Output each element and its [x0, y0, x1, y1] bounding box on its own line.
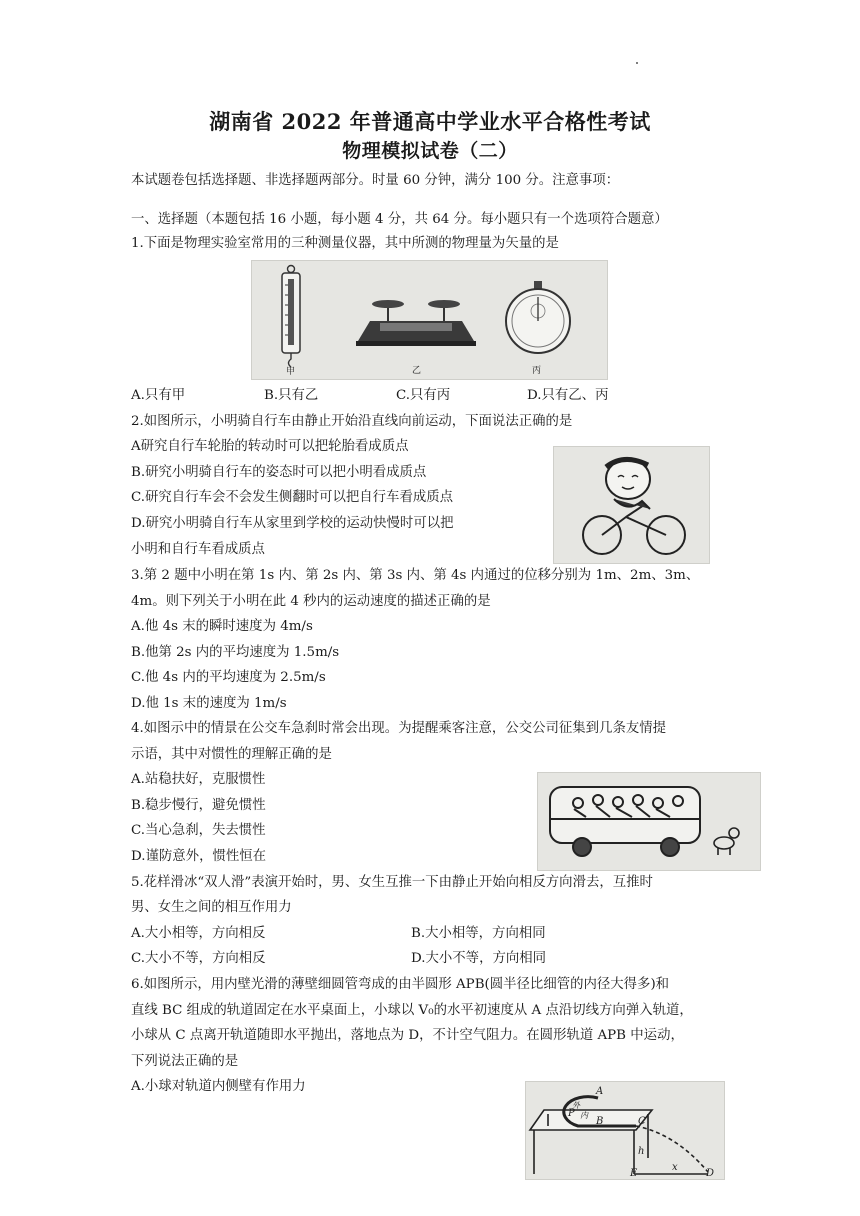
- figure-label-jia: 甲: [286, 367, 296, 377]
- label-b: B: [596, 1116, 604, 1127]
- q2-option-a: A研究自行车轮胎的转动时可以把轮胎看成质点: [131, 439, 409, 454]
- spring-scale-icon: [282, 266, 300, 368]
- bus-icon: [550, 787, 700, 856]
- q1-option-b: B.只有乙: [264, 388, 319, 403]
- q4-option-d: D.谨防意外，惯性恒在: [131, 849, 267, 864]
- exam-title: 湖南省 2022 年普通高中学业水平合格性考试: [209, 109, 651, 134]
- dog-icon: [714, 828, 739, 855]
- figure-label-bing: 丙: [532, 366, 542, 376]
- q4-option-b: B.稳步慢行，避免惯性: [131, 798, 266, 813]
- label-d: D: [706, 1168, 715, 1179]
- q6-option-a: A.小球对轨道内侧壁有作用力: [131, 1079, 306, 1094]
- q5-stem-line1: 5.花样滑冰“双人滑”表演开始时，男、女生互推一下由静止开始向相反方向滑去，互推时: [131, 875, 653, 890]
- q4-figure-bus: [537, 772, 761, 871]
- q4-stem-line2: 示语，其中对惯性的理解正确的是: [131, 747, 332, 762]
- figure-label-yi: 乙: [412, 366, 422, 376]
- label-a: A: [596, 1086, 604, 1097]
- q1-stem: 1.下面是物理实验室常用的三种测量仪器，其中所测的物理量为矢量的是: [131, 236, 559, 251]
- q6-stem-line2: 直线 BC 组成的轨道固定在水平桌面上，小球以 V₀的水平初速度从 A 点沿切线方向弹入轨道，: [131, 1003, 693, 1018]
- q1-option-a: A.只有甲: [131, 388, 186, 403]
- q5-option-b: B.大小相等，方向相同: [411, 926, 546, 941]
- q5-option-d: D.大小不等，方向相同: [411, 951, 547, 966]
- q3-stem-line2: 4m。则下列关于小明在此 4 秒内的运动速度的描述正确的是: [131, 594, 491, 609]
- q1-figure-instruments: [251, 260, 608, 380]
- q4-option-c: C.当心急刹，失去惯性: [131, 823, 266, 838]
- section-heading: 一、选择题（本题包括 16 小题，每小题 4 分，共 64 分。每小题只有一个选项符合题意）: [131, 212, 668, 227]
- label-inner: 内: [580, 1111, 588, 1120]
- q4-stem-line1: 4.如图示中的情景在公交车急刹时常会出现。为提醒乘客注意，公交公司征集到几条友情提: [131, 721, 667, 736]
- q6-stem-line1: 6.如图所示，用内壁光滑的薄壁细圆管弯成的由半圆形 APB(圆半径比细管的内径大得多)和: [131, 977, 670, 992]
- q6-figure-track: [525, 1081, 725, 1180]
- q2-option-b: B.研究小明骑自行车的姿态时可以把小明看成质点: [131, 465, 427, 480]
- q6-stem-line3: 小球从 C 点离开轨道随即水平抛出，落地点为 D，不计空气阻力。在圆形轨道 APB 中运动，: [131, 1028, 684, 1043]
- q3-option-a: A.他 4s 末的瞬时速度为 4m/s: [131, 619, 313, 634]
- q5-option-a: A.大小相等，方向相反: [131, 926, 266, 941]
- stopwatch-icon: [506, 281, 570, 353]
- q6-stem-line4: 下列说法正确的是: [131, 1054, 239, 1069]
- exam-subtitle: 物理模拟试卷（二）: [342, 140, 518, 162]
- balance-scale-icon: [356, 300, 476, 346]
- label-outer: 外: [572, 1101, 580, 1110]
- q1-option-d: D.只有乙、丙: [527, 388, 609, 403]
- q3-option-d: D.他 1s 末的速度为 1m/s: [131, 696, 287, 711]
- q5-option-c: C.大小不等，方向相反: [131, 951, 266, 966]
- q3-option-c: C.他 4s 内的平均速度为 2.5m/s: [131, 670, 326, 685]
- q3-option-b: B.他第 2s 内的平均速度为 1.5m/s: [131, 645, 340, 660]
- exam-intro: 本试题卷包括选择题、非选择题两部分。时量 60 分钟，满分 100 分。注意事项：: [131, 173, 620, 188]
- label-p: P: [568, 1108, 575, 1119]
- table-track-icon: [530, 1097, 708, 1174]
- cyclist-icon: [583, 459, 685, 554]
- q5-stem-line2: 男、女生之间的相互作用力: [131, 900, 292, 915]
- q2-option-d: D.研究小明骑自行车从家里到学校的运动快慢时可以把: [131, 516, 454, 531]
- q3-stem-line1: 3.第 2 题中小明在第 1s 内、第 2s 内、第 3s 内、第 4s 内通过的位移分别为 1m、2m、3m、: [131, 568, 700, 583]
- q4-option-a: A.站稳扶好，克服惯性: [131, 772, 266, 787]
- label-e: E: [630, 1168, 638, 1179]
- label-x: x: [672, 1162, 678, 1173]
- scan-dot: [636, 62, 638, 64]
- q1-option-c: C.只有丙: [396, 388, 451, 403]
- label-h: h: [638, 1146, 645, 1157]
- q2-stem: 2.如图所示，小明骑自行车由静止开始沿直线向前运动，下面说法正确的是: [131, 414, 573, 429]
- label-c: C: [638, 1116, 646, 1127]
- q2-option-d-cont: 小明和自行车看成质点: [131, 542, 265, 557]
- q2-figure-cyclist: [553, 446, 710, 564]
- q2-option-c: C.研究自行车会不会发生侧翻时可以把自行车看成质点: [131, 490, 454, 505]
